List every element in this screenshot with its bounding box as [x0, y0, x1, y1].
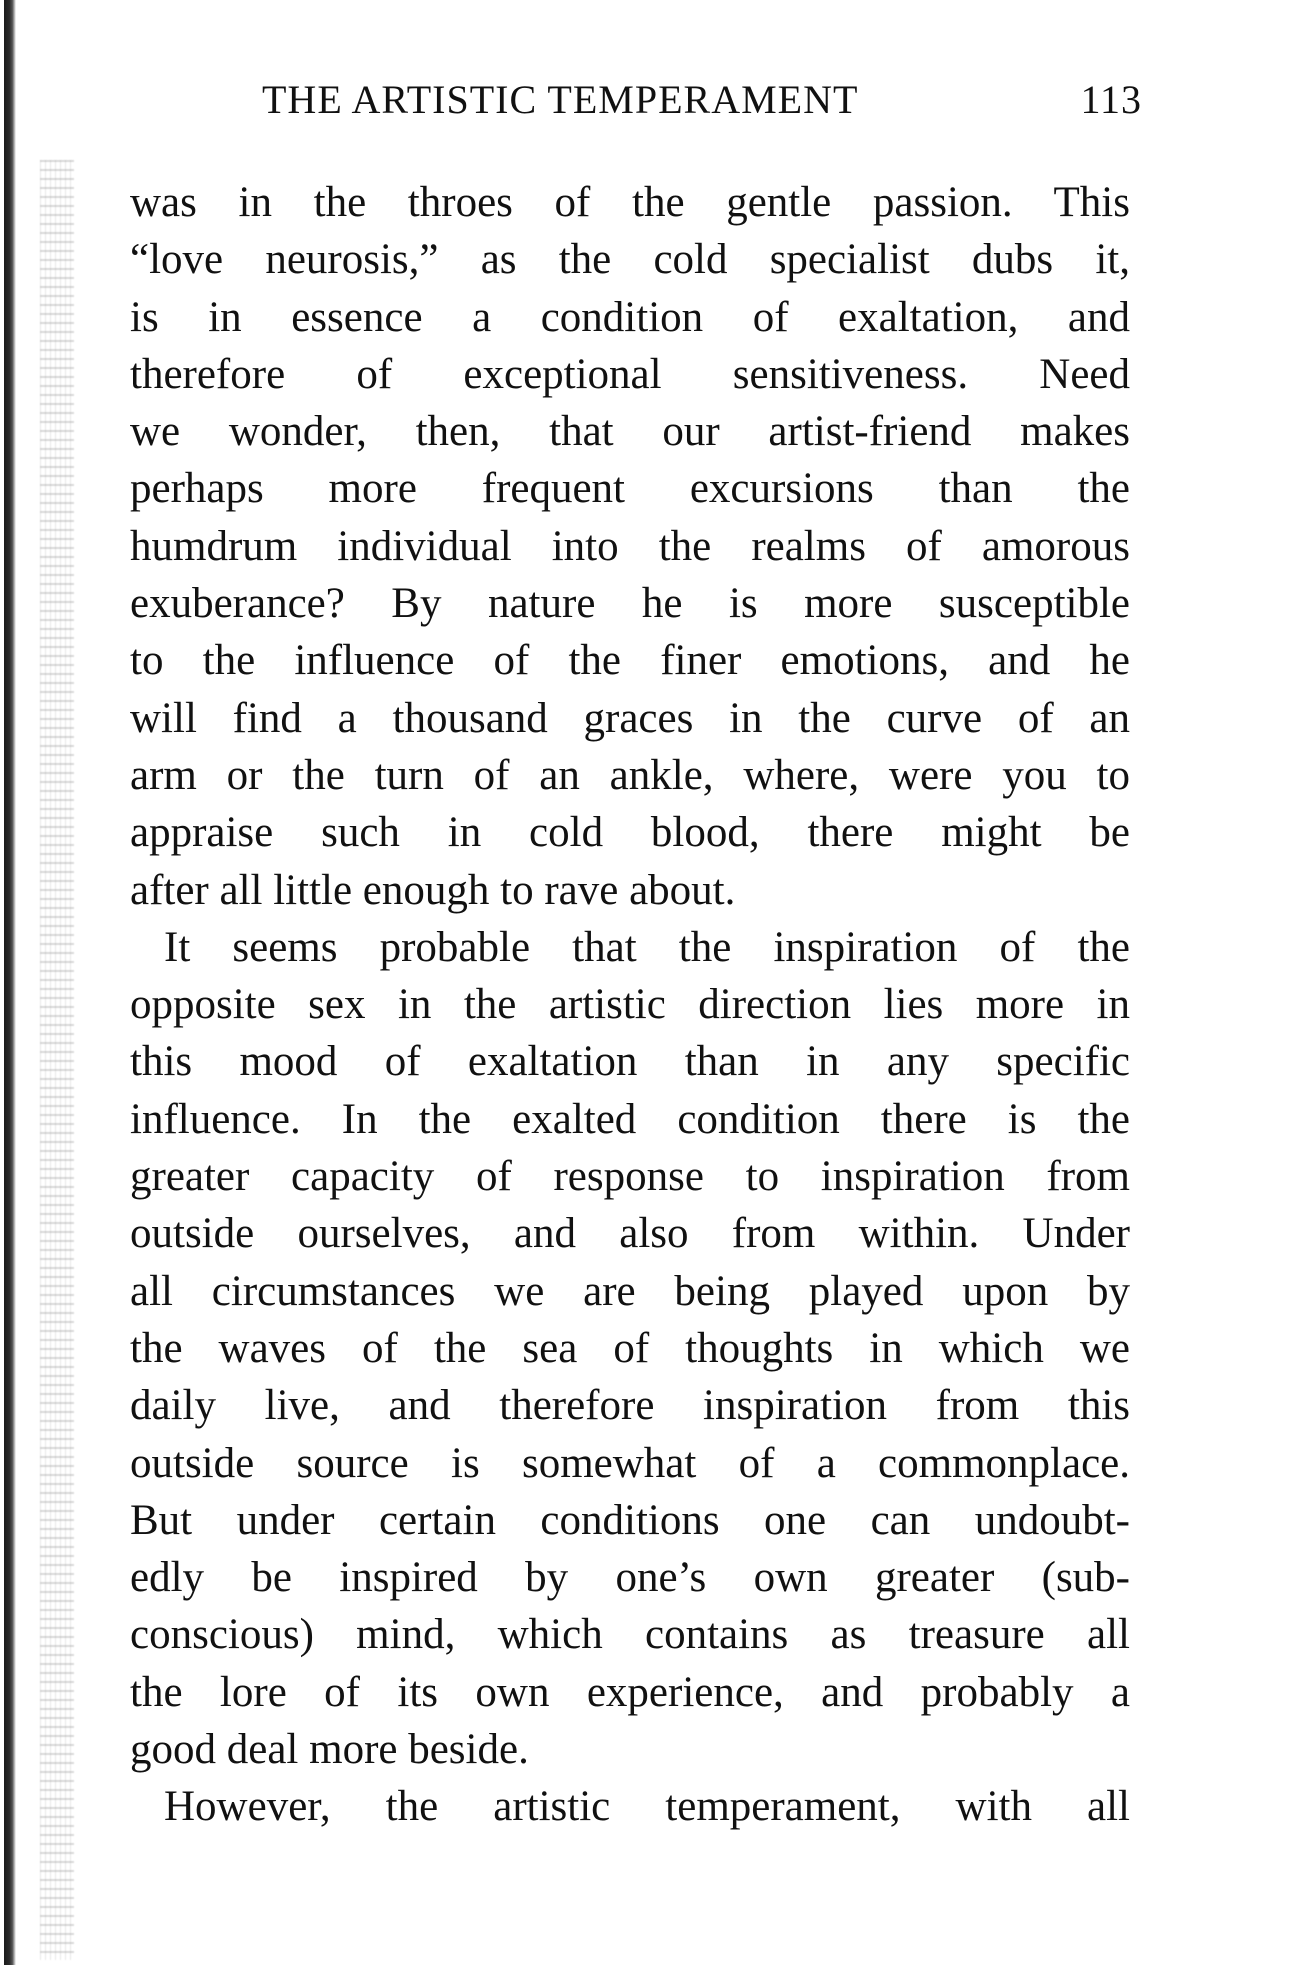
text-line: this mood of exaltation than in any specific [130, 1038, 1130, 1086]
text-line: opposite sex in the artistic direction lies more in [130, 981, 1130, 1029]
text-line: “love neurosis,” as the cold specialist dubs it, [130, 236, 1130, 284]
paragraph-start-line: However, the artistic temperament, with all [164, 1783, 1130, 1831]
running-head: THE ARTISTIC TEMPERAMENT [262, 77, 859, 122]
paragraph-end-line: after all little enough to rave about. [130, 866, 736, 914]
text-line: is in essence a condition of exaltation, and [130, 293, 1130, 341]
text-line: arm or the turn of an ankle, where, were you to [130, 751, 1130, 799]
body-text [130, 174, 1130, 1836]
text-line: humdrum individual into the realms of amorous [130, 522, 1130, 570]
text-line: therefore of exceptional sensitiveness. Need [130, 350, 1130, 398]
text-line: we wonder, then, that our artist-friend makes [130, 408, 1130, 456]
paragraph-start-line: It seems probable that the inspiration of the [164, 923, 1130, 971]
text-line: perhaps more frequent excursions than the [130, 465, 1130, 513]
text-line: greater capacity of response to inspiration from [130, 1153, 1130, 1201]
text-line: the waves of the sea of thoughts in which we [130, 1324, 1130, 1372]
scan-noise [40, 160, 74, 1960]
text-line: influence. In the exalted condition there is the [130, 1095, 1130, 1143]
text-line: edly be inspired by one’s own greater (sub- [130, 1554, 1130, 1602]
text-line: outside source is somewhat of a commonplace. [130, 1439, 1130, 1487]
page-number: 113 [1080, 77, 1142, 122]
text-line: daily live, and therefore inspiration from this [130, 1382, 1130, 1430]
text-line: to the influence of the finer emotions, and he [130, 637, 1130, 685]
paragraph-end-line: good deal more beside. [130, 1726, 529, 1774]
text-line: conscious) mind, which contains as treasure all [130, 1611, 1130, 1659]
text-line: was in the throes of the gentle passion. This [130, 179, 1130, 226]
text-line: But under certain conditions one can undoubt- [130, 1496, 1130, 1544]
text-line: outside ourselves, and also from within. Under [130, 1210, 1130, 1258]
binding-gutter [0, 0, 92, 1965]
text-line: all circumstances we are being played upon by [130, 1267, 1130, 1315]
text-line: will find a thousand graces in the curve of an [130, 694, 1130, 742]
page-header [262, 72, 1142, 128]
text-line: the lore of its own experience, and probably a [130, 1668, 1130, 1716]
text-line: appraise such in cold blood, there might be [130, 809, 1130, 857]
text-line: exuberance? By nature he is more susceptible [130, 580, 1130, 628]
page-edge-shadow [4, 0, 16, 1965]
